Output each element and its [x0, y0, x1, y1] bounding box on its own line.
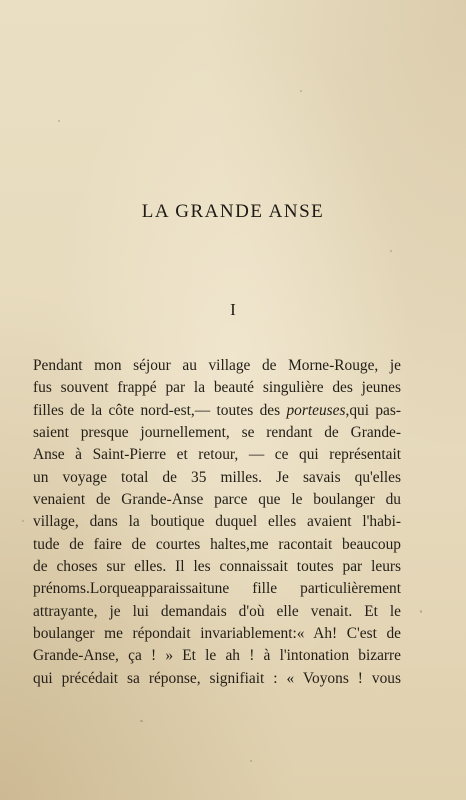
text-line: tude de faire de courtes haltes,me racontait beaucoup	[33, 535, 401, 553]
text-line: un voyage total de 35 milles. Je savais qu'elles	[33, 468, 401, 486]
text-line: village, dans la boutique duquel elles avaient l'habi-	[33, 513, 401, 531]
text-fragment: filles de la côte nord-est,— toutes des	[33, 401, 287, 419]
chapter-title: LA GRANDE ANSE	[141, 201, 325, 222]
text-line: saient presque journellement, se rendant de Grande-	[33, 424, 401, 442]
section-number: I	[230, 300, 236, 319]
italic-word: porteuses	[286, 401, 346, 419]
text-line	[33, 400, 401, 422]
paper-speck	[420, 610, 422, 613]
text-fragment: ,qui pas-	[345, 401, 401, 419]
paper-speck	[390, 250, 392, 252]
text-line: boulanger me répondait invariablement:« Ah! C'est de	[33, 625, 401, 643]
text-line: attrayante, je lui demandais d'où elle venait. Et le	[33, 602, 401, 620]
text-line: Grande-Anse, ça ! » Et le ah ! à l'intonation bizarre	[33, 647, 401, 665]
text-line: fus souvent frappé par la beauté singulière des jeunes	[33, 379, 401, 397]
text-line: Anse à Saint-Pierre et retour, — ce qui représentait	[33, 446, 401, 464]
paper-speck	[300, 90, 302, 92]
text-line: Pendant mon séjour au village de Morne-Rouge, je	[33, 357, 401, 374]
paper-speck	[58, 120, 60, 122]
text-line: de choses sur elles. Il les connaissait toutes par leurs	[33, 558, 401, 576]
body-paragraph	[33, 355, 401, 690]
text-line: venaient de Grande-Anse parce que le boulanger du	[33, 491, 401, 509]
text-line: prénoms.Lorqueapparaissaitune fille particulièrement	[33, 580, 401, 598]
paper-speck	[22, 520, 24, 522]
paper-speck	[140, 720, 143, 722]
paper-speck	[250, 760, 252, 762]
text-line: qui précédait sa réponse, signifiait : « Voyons ! vous	[33, 669, 401, 687]
